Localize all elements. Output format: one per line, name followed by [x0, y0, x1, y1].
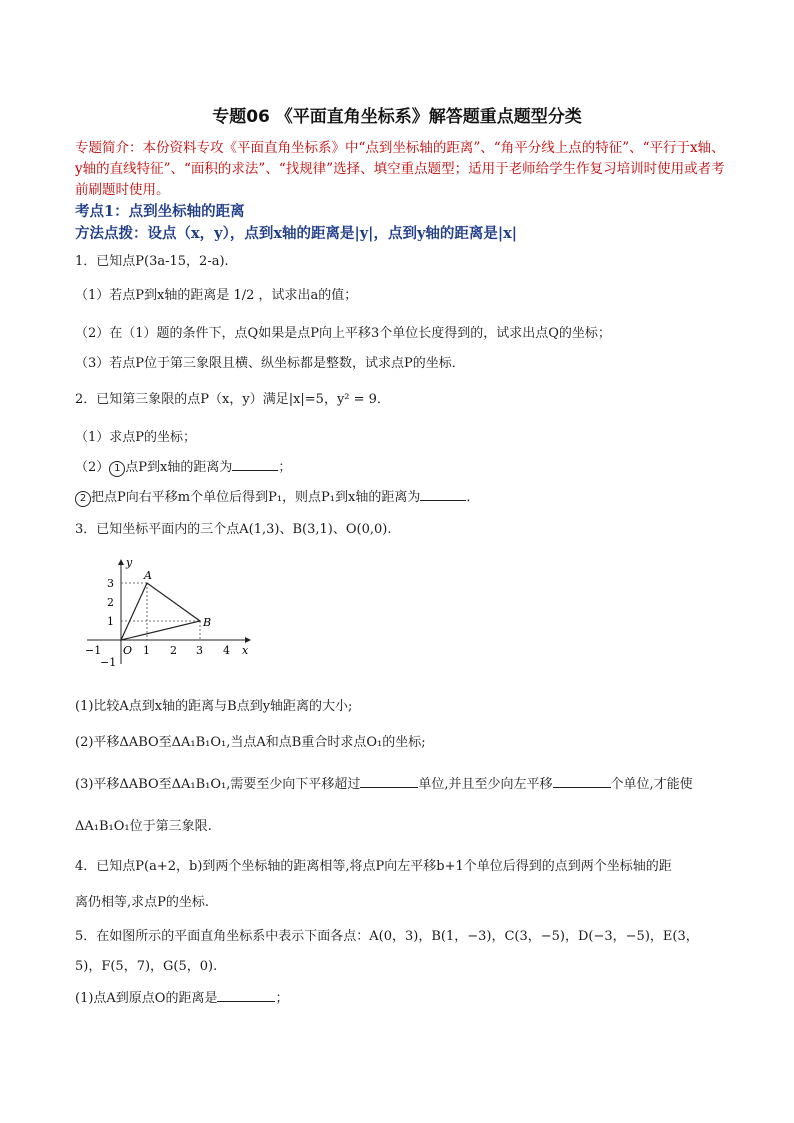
- x-tick-label: −1: [85, 644, 102, 657]
- q1-part3: （3）若点P位于第三象限且横、纵坐标都是整数，试求点P的坐标．: [75, 356, 465, 371]
- q5-part1: [75, 987, 288, 1006]
- q5-text-line2: 5)，F(5，7)，G(5，0).: [75, 959, 218, 974]
- x-tick-label: 2: [170, 644, 177, 657]
- q2-part2-prefix: （2）: [75, 460, 110, 475]
- circled-number-1: 1: [109, 461, 125, 477]
- answer-blank[interactable]: [232, 458, 278, 471]
- q2-part2-suffix: ；: [278, 460, 292, 475]
- q2-part3-text: 把点P向右平移m个单位后得到P₁，则点P₁到x轴的距离为: [91, 490, 421, 505]
- answer-blank[interactable]: [420, 488, 466, 501]
- section-heading: 考点1：点到坐标轴的距离: [75, 203, 245, 220]
- q2-part2: [75, 456, 291, 477]
- coordinate-figure: [82, 554, 262, 674]
- topic-intro: 专题简介：本份资料专攻《平面直角坐标系》中“点到坐标轴的距离”、“角平分线上点的特征”、“平行于x轴、y轴的直线特征”、“面积的求法”、“找规律”选择、填空重点题型；适用于老师给学生作复习培训时使用或者考前刷题时使用。: [75, 140, 725, 198]
- point-label-a: A: [144, 569, 152, 582]
- axis-label-x: x: [242, 644, 249, 657]
- q1-part1: （1）若点P到x轴的距离是 1/2 ，试求出a的值；: [75, 288, 358, 303]
- axis-label-y: y: [126, 556, 133, 569]
- x-tick-label: 4: [223, 644, 230, 657]
- q3-part2: (2)平移ΔABO至ΔA₁B₁O₁,当点A和点B重合时求点O₁的坐标;: [75, 735, 426, 750]
- y-tick-label: 1: [107, 615, 114, 628]
- q2-part1: （1）求点P的坐标；: [75, 430, 197, 445]
- q1-part2: （2）在（1）题的条件下，点Q如果是点P向上平移3个单位长度得到的，试求出点Q的坐标；: [75, 326, 611, 341]
- q4-text-line1: 4．已知点P(a+2，b)到两个坐标轴的距离相等,将点P向左平移b+1个单位后得到的点到两个坐标轴的距: [75, 859, 672, 874]
- q5-part1-suffix: ；: [275, 991, 289, 1006]
- page-title: 专题06 《平面直角坐标系》解答题重点题型分类: [212, 107, 582, 127]
- y-tick-label: 3: [107, 577, 114, 590]
- circled-number-2: 2: [75, 491, 91, 507]
- triangle-abo: [121, 583, 200, 640]
- q2-stem: 2．已知第三象限的点P（x，y）满足|x|=5，y² = 9．: [75, 392, 390, 407]
- q5-part1-text: (1)点A到原点O的距离是: [75, 991, 218, 1006]
- q3-stem: 3．已知坐标平面内的三个点A(1,3)、B(3,1)、O(0,0).: [75, 522, 392, 537]
- origin-label: O: [123, 644, 133, 657]
- q3-part3-text: (3)平移ΔABO至ΔA₁B₁O₁,需要至少向下平移超过: [75, 777, 361, 792]
- q2-part3: [75, 486, 479, 507]
- x-tick-label: 3: [196, 644, 203, 657]
- answer-blank[interactable]: [217, 989, 275, 1002]
- x-tick-label: 1: [143, 644, 150, 657]
- q1-stem: 1．已知点P(3a-15，2-a).: [75, 254, 229, 269]
- method-tip: 方法点拨：设点（x，y），点到x轴的距离是|y|，点到y轴的距离是|x|: [75, 225, 518, 242]
- q3-part3-continued: ΔA₁B₁O₁位于第三象限.: [75, 819, 212, 834]
- q3-part1: (1)比较A点到x轴的距离与B点到y轴距离的大小;: [75, 699, 353, 714]
- q3-part3-end: 个单位,才能使: [610, 777, 693, 792]
- q3-part3-middle: 单位,并且至少向左平移: [418, 777, 553, 792]
- q4-text-line2: 离仍相等,求点P的坐标.: [75, 895, 210, 910]
- answer-blank[interactable]: [553, 775, 611, 788]
- answer-blank[interactable]: [360, 775, 418, 788]
- q2-part2-text: 点P到x轴的距离为: [125, 460, 233, 475]
- point-label-b: B: [203, 616, 212, 629]
- y-tick-label: −1: [100, 656, 117, 669]
- q2-part3-suffix: ．: [466, 490, 480, 505]
- y-tick-label: 2: [107, 596, 114, 609]
- q5-text-line1: 5．在如图所示的平面直角坐标系中表示下面各点：A(0，3)，B(1，−3)，C(3，−5)，D(−3，−5)，E(3，: [75, 929, 699, 944]
- q3-part3: [75, 773, 693, 792]
